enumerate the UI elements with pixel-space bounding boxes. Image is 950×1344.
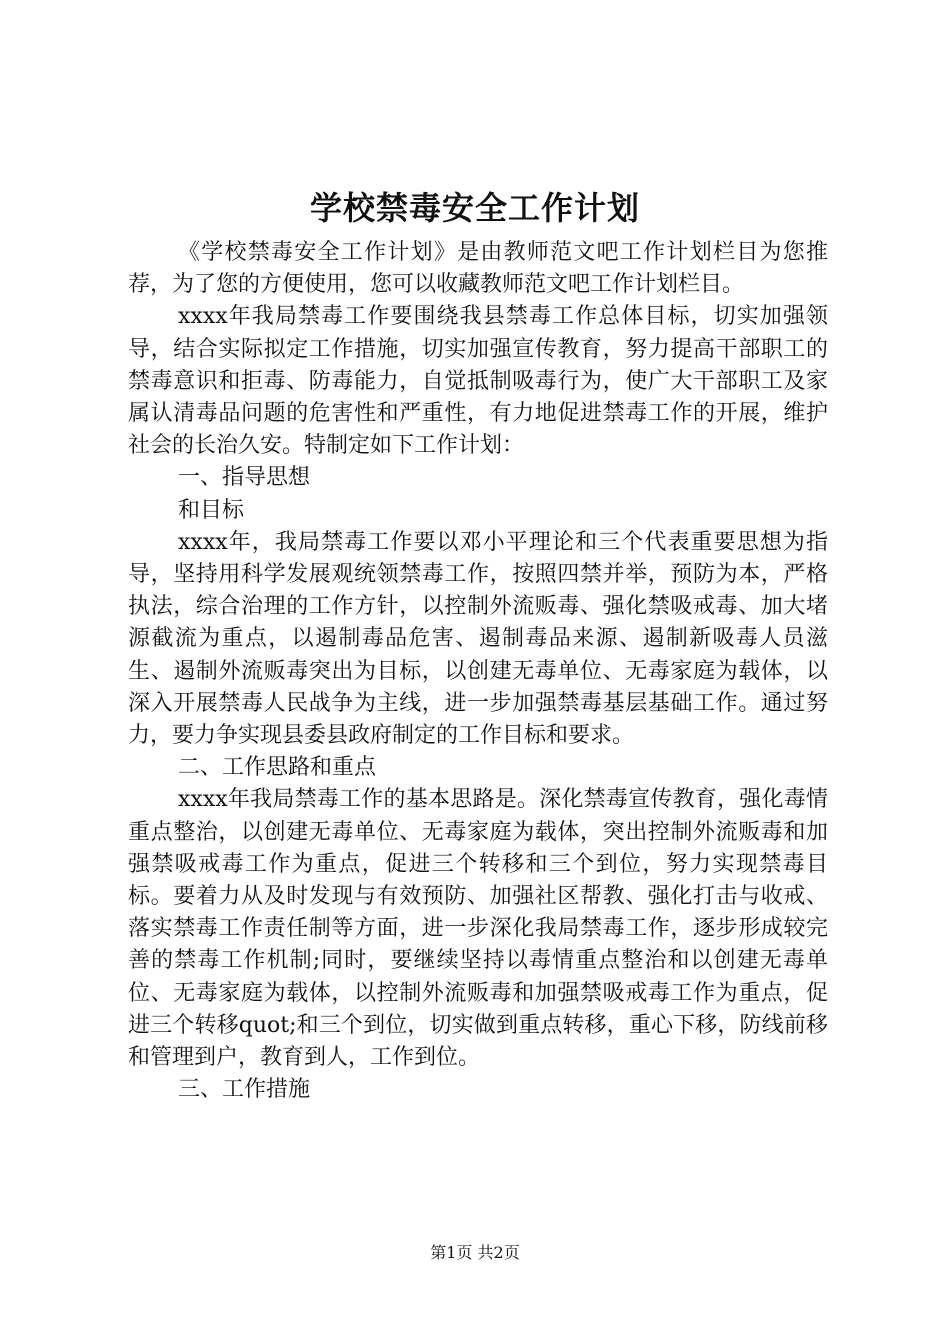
section-heading-goals: 和目标	[178, 497, 245, 523]
section-heading-work-ideas: 二、工作思路和重点	[178, 755, 377, 781]
document-body	[128, 237, 828, 1106]
guiding-thought-paragraph: xxxx年，我局禁毒工作要以邓小平理论和三个代表重要思想为指导，坚持用科学发展观统领禁毒工作，按照四禁并举，预防为本，严格执法，综合治理的工作方针，以控制外流贩毒、强化禁吸戒毒、加大堵源截流为重点，以遏制毒品危害、遏制毒品来源、遏制新吸毒人员滋生、遏制外流贩毒突出为目标，以创建无毒单位、无毒家庭为载体，以深入开展禁毒人民战争为主线，进一步加强禁毒基层基础工作。通过努力，要力争实现县委县政府制定的工作目标和要求。	[128, 529, 828, 749]
overview-paragraph: xxxx年我局禁毒工作要围绕我县禁毒工作总体目标，切实加强领导，结合实际拟定工作措施，切实加强宣传教育，努力提高干部职工的禁毒意识和拒毒、防毒能力，自觉抵制吸毒行为，使广大干部职工及家属认清毒品问题的危害性和严重性，有力地促进禁毒工作的开展，维护社会的长治久安。特制定如下工作计划：	[128, 304, 828, 459]
page-footer: 第1页 共2页	[430, 1243, 520, 1262]
section-heading-guiding-thought: 一、指导思想	[178, 465, 311, 491]
document-title: 学校禁毒安全工作计划	[309, 189, 640, 227]
section-heading-work-measures: 三、工作措施	[178, 1077, 311, 1103]
intro-paragraph: 《学校禁毒安全工作计划》是由教师范文吧工作计划栏目为您推荐，为了您的方便使用，您可以收藏教师范文吧工作计划栏目。	[128, 240, 828, 298]
work-ideas-paragraph: xxxx年我局禁毒工作的基本思路是。深化禁毒宣传教育，强化毒情重点整治，以创建无毒单位、无毒家庭为载体，突出控制外流贩毒和加强禁吸戒毒工作为重点，促进三个转移和三个到位，努力实现禁毒目标。要着力从及时发现与有效预防、加强社区帮教、强化打击与收戒、落实禁毒工作责任制等方面，进一步深化我局禁毒工作，逐步形成较完善的禁毒工作机制;同时，要继续坚持以毒情重点整治和以创建无毒单位、无毒家庭为载体，以控制外流贩毒和加强禁吸戒毒工作为重点，促进三个转移quot;和三个到位，切实做到重点转移，重心下移，防线前移和管理到户，教育到人，工作到位。	[128, 787, 828, 1071]
